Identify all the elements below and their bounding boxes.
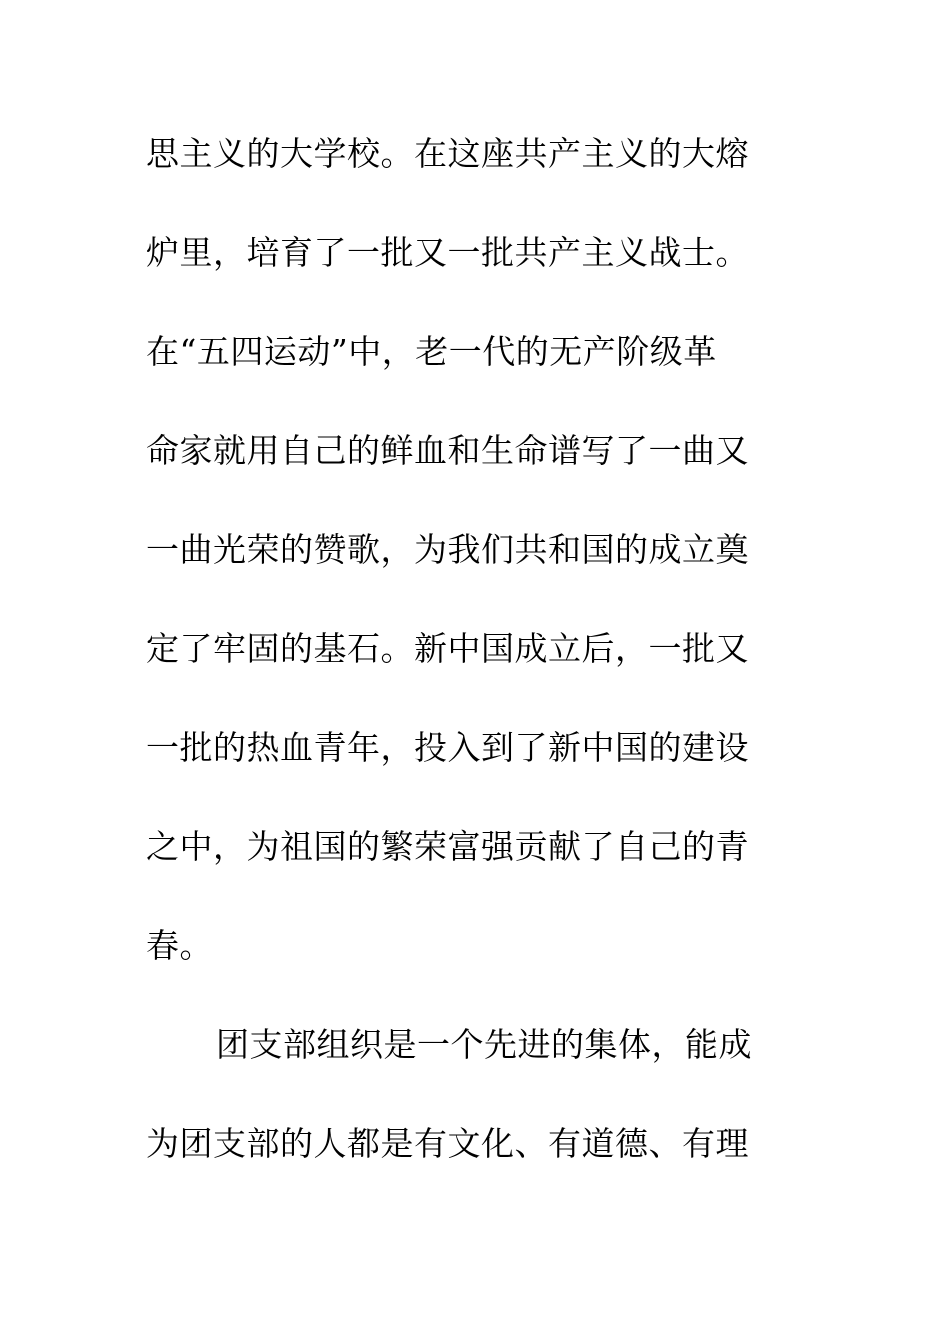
- text-line: 在“五四运动”中，老一代的无产阶级革: [146, 332, 717, 371]
- paragraph-start-line: 团支部组织是一个先进的集体，能成: [216, 1025, 752, 1064]
- text-line: 春。: [146, 926, 213, 965]
- text-line: 之中，为祖国的繁荣富强贡献了自己的青: [146, 827, 749, 866]
- text-line: 炉里，培育了一批又一批共产主义战士。: [146, 233, 749, 272]
- text-line: 一曲光荣的赞歌，为我们共和国的成立奠: [146, 530, 749, 569]
- text-line: 思主义的大学校。在这座共产主义的大熔: [146, 134, 749, 173]
- text-line: 为团支部的人都是有文化、有道德、有理: [146, 1124, 749, 1163]
- text-line: 命家就用自己的鲜血和生命谱写了一曲又: [146, 431, 749, 470]
- body-text: [146, 122, 786, 1211]
- text-line: 一批的热血青年，投入到了新中国的建设: [146, 728, 749, 767]
- text-line: 定了牢固的基石。新中国成立后，一批又: [146, 629, 749, 668]
